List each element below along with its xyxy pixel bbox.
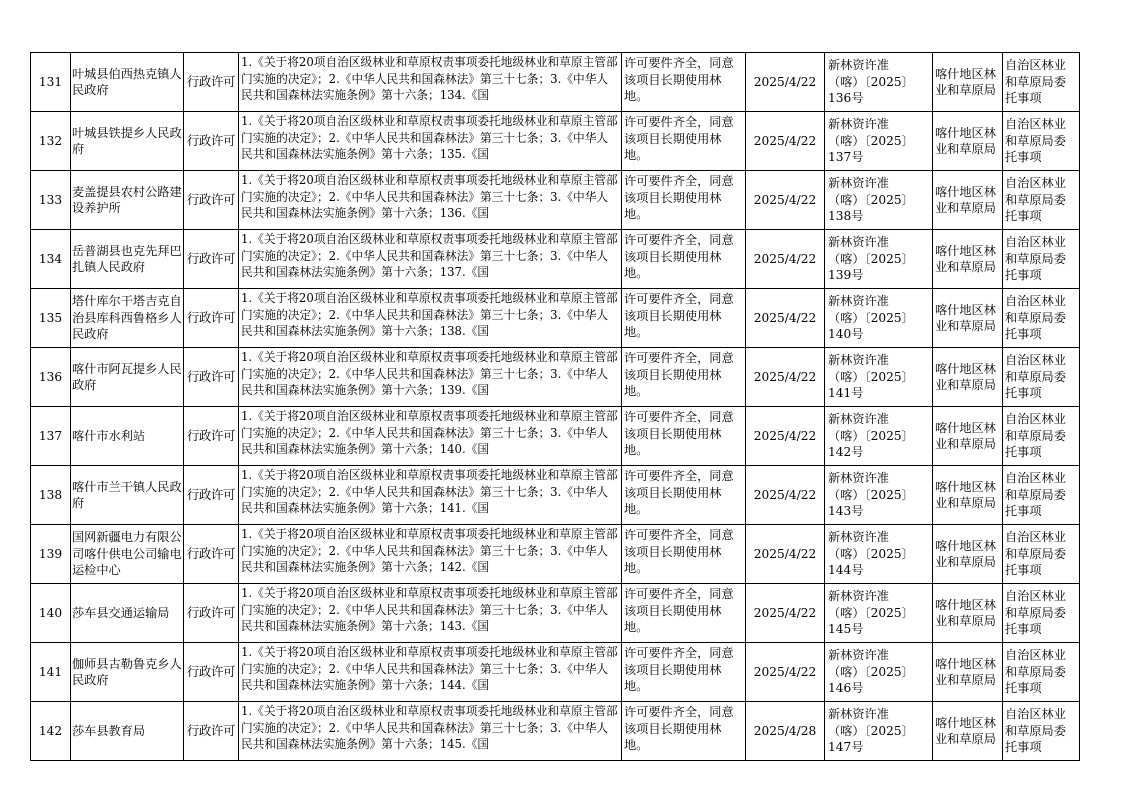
issuing-authority-cell	[933, 407, 1003, 466]
issuing-authority-cell	[933, 584, 1003, 643]
source-cell	[1003, 407, 1080, 466]
document-number-line-1: 新林资许准	[828, 235, 889, 250]
decision-date: 2025/4/22	[753, 369, 817, 384]
source-cell	[1003, 112, 1080, 171]
legal-basis-cell	[239, 466, 622, 525]
table-row	[31, 53, 1080, 112]
decision-cell	[622, 112, 746, 171]
legal-basis-cell	[239, 702, 622, 761]
permit-type: 行政许可	[186, 545, 236, 561]
issuing-authority: 喀什地区林业和草原局	[935, 125, 996, 156]
issuing-authority-cell	[933, 171, 1003, 230]
decision-cell	[622, 171, 746, 230]
decision-cell	[622, 466, 746, 525]
decision-cell	[622, 643, 746, 702]
issuing-authority-cell	[933, 112, 1003, 171]
permit-type: 行政许可	[186, 486, 236, 502]
issuing-authority: 喀什地区林业和草原局	[935, 184, 996, 215]
row-number-cell	[31, 230, 71, 289]
decision-date-cell	[746, 407, 825, 466]
source-text: 自治区林业和草原局委托事项	[1005, 648, 1066, 696]
legal-basis-text: 1.《关于将20项自治区级林业和草原权责事项委托地级林业和草原主管部门实施的决定》；2.《中华人民共和国森林法》第三十七条；3.《中华人民共和国森林法实施条例》第十六条；134.《国	[241, 55, 618, 102]
issuing-authority: 喀什地区林业和草原局	[935, 597, 996, 628]
source-text: 自治区林业和草原局委托事项	[1005, 471, 1066, 519]
legal-basis-cell	[239, 584, 622, 643]
decision-date: 2025/4/28	[753, 723, 817, 738]
row-number-cell	[31, 702, 71, 761]
row-number-cell	[31, 407, 71, 466]
source-cell	[1003, 230, 1080, 289]
row-number-cell	[31, 53, 71, 112]
legal-basis-text: 1.《关于将20项自治区级林业和草原权责事项委托地级林业和草原主管部门实施的决定》；2.《中华人民共和国森林法》第三十七条；3.《中华人民共和国森林法实施条例》第十六条；137.《国	[241, 232, 618, 279]
decision-text: 许可要件齐全，同意该项目长期使用林地。	[624, 646, 734, 693]
table-row	[31, 171, 1080, 230]
legal-basis-cell	[239, 407, 622, 466]
row-number-cell	[31, 289, 71, 348]
decision-text: 许可要件齐全，同意该项目长期使用林地。	[624, 292, 734, 339]
document-number-cell	[825, 112, 933, 171]
applicant-name: 塔什库尔干塔吉克自治县库科西鲁格乡人民政府	[72, 294, 182, 342]
decision-date-cell	[746, 171, 825, 230]
decision-text: 许可要件齐全，同意该项目长期使用林地。	[624, 587, 734, 634]
issuing-authority-cell	[933, 289, 1003, 348]
document-number-cell	[825, 348, 933, 407]
decision-date-cell	[746, 643, 825, 702]
row-number: 137	[38, 428, 63, 443]
permit-type-cell	[184, 407, 239, 466]
issuing-authority: 喀什地区林业和草原局	[935, 656, 996, 687]
legal-basis-text: 1.《关于将20项自治区级林业和草原权责事项委托地级林业和草原主管部门实施的决定》；2.《中华人民共和国森林法》第三十七条；3.《中华人民共和国森林法实施条例》第十六条；138.《国	[241, 291, 618, 338]
source-cell	[1003, 348, 1080, 407]
permit-type-cell	[184, 702, 239, 761]
row-number: 139	[38, 546, 63, 561]
decision-date: 2025/4/22	[753, 192, 817, 207]
source-text: 自治区林业和草原局委托事项	[1005, 412, 1066, 460]
issuing-authority: 喀什地区林业和草原局	[935, 715, 996, 746]
legal-basis-text: 1.《关于将20项自治区级林业和草原权责事项委托地级林业和草原主管部门实施的决定》；2.《中华人民共和国森林法》第三十七条；3.《中华人民共和国森林法实施条例》第十六条；139.《国	[241, 350, 618, 397]
source-cell	[1003, 466, 1080, 525]
applicant-name: 麦盖提县农村公路建设养护所	[72, 184, 182, 215]
applicant-name: 喀什市阿瓦提乡人民政府	[72, 361, 182, 392]
decision-date: 2025/4/22	[753, 487, 817, 502]
applicant-cell	[71, 289, 184, 348]
table-body	[31, 53, 1080, 761]
source-text: 自治区林业和草原局委托事项	[1005, 707, 1066, 755]
document-number-line-2: （喀）〔2025〕	[828, 723, 914, 738]
legal-basis-text: 1.《关于将20项自治区级林业和草原权责事项委托地级林业和草原主管部门实施的决定》；2.《中华人民共和国森林法》第三十七条；3.《中华人民共和国森林法实施条例》第十六条；142.《国	[241, 527, 618, 574]
decision-date: 2025/4/22	[753, 74, 817, 89]
issuing-authority: 喀什地区林业和草原局	[935, 361, 996, 392]
row-number-cell	[31, 466, 71, 525]
applicant-cell	[71, 525, 184, 584]
decision-text: 许可要件齐全，同意该项目长期使用林地。	[624, 233, 734, 280]
issuing-authority-cell	[933, 348, 1003, 407]
applicant-cell	[71, 584, 184, 643]
legal-basis-cell	[239, 53, 622, 112]
permit-type: 行政许可	[186, 368, 236, 384]
legal-basis-cell	[239, 112, 622, 171]
applicant-name: 喀什市兰干镇人民政府	[72, 479, 182, 510]
issuing-authority: 喀什地区林业和草原局	[935, 479, 996, 510]
permit-type: 行政许可	[186, 309, 236, 325]
document-number-line-3: 136号	[828, 91, 864, 106]
permit-type: 行政许可	[186, 191, 236, 207]
row-number: 133	[38, 192, 63, 207]
applicant-name: 叶城县伯西热克镇人民政府	[72, 66, 182, 97]
applicant-cell	[71, 702, 184, 761]
document-number-line-1: 新林资许准	[828, 648, 889, 663]
decision-cell	[622, 702, 746, 761]
source-cell	[1003, 171, 1080, 230]
source-text: 自治区林业和草原局委托事项	[1005, 58, 1066, 106]
applicant-name: 岳普湖县也克先拜巴扎镇人民政府	[72, 243, 182, 274]
table-row	[31, 584, 1080, 643]
applicant-cell	[71, 230, 184, 289]
permit-type-cell	[184, 348, 239, 407]
decision-date-cell	[746, 348, 825, 407]
document-number-cell	[825, 466, 933, 525]
permit-type-cell	[184, 112, 239, 171]
source-text: 自治区林业和草原局委托事项	[1005, 235, 1066, 283]
issuing-authority: 喀什地区林业和草原局	[935, 66, 996, 97]
row-number-cell	[31, 584, 71, 643]
document-number-line-2: （喀）〔2025〕	[828, 74, 914, 89]
source-text: 自治区林业和草原局委托事项	[1005, 294, 1066, 342]
document-number-cell	[825, 53, 933, 112]
permit-type-cell	[184, 525, 239, 584]
source-cell	[1003, 584, 1080, 643]
applicant-cell	[71, 348, 184, 407]
applicant-name: 莎车县交通运输局	[72, 605, 170, 620]
applicant-cell	[71, 171, 184, 230]
document-number-line-2: （喀）〔2025〕	[828, 605, 914, 620]
permit-type-cell	[184, 230, 239, 289]
document-number-line-1: 新林资许准	[828, 471, 889, 486]
decision-cell	[622, 230, 746, 289]
legal-basis-cell	[239, 230, 622, 289]
document-number-line-2: （喀）〔2025〕	[828, 310, 914, 325]
document-number-line-1: 新林资许准	[828, 58, 889, 73]
table-row	[31, 348, 1080, 407]
document-number-cell	[825, 407, 933, 466]
decision-text: 许可要件齐全，同意该项目长期使用林地。	[624, 528, 734, 575]
decision-date: 2025/4/22	[753, 546, 817, 561]
row-number: 134	[38, 251, 63, 266]
row-number-cell	[31, 525, 71, 584]
legal-basis-cell	[239, 171, 622, 230]
row-number: 142	[38, 723, 63, 738]
source-cell	[1003, 702, 1080, 761]
permit-type: 行政许可	[186, 132, 236, 148]
issuing-authority-cell	[933, 466, 1003, 525]
legal-basis-cell	[239, 289, 622, 348]
decision-text: 许可要件齐全，同意该项目长期使用林地。	[624, 174, 734, 221]
document-number-line-2: （喀）〔2025〕	[828, 369, 914, 384]
document-number-line-1: 新林资许准	[828, 117, 889, 132]
row-number-cell	[31, 112, 71, 171]
table-row	[31, 230, 1080, 289]
permit-type: 行政许可	[186, 427, 236, 443]
source-cell	[1003, 53, 1080, 112]
decision-date: 2025/4/22	[753, 428, 817, 443]
legal-basis-text: 1.《关于将20项自治区级林业和草原权责事项委托地级林业和草原主管部门实施的决定》；2.《中华人民共和国森林法》第三十七条；3.《中华人民共和国森林法实施条例》第十六条；140.《国	[241, 409, 618, 456]
document-number-cell	[825, 171, 933, 230]
permit-type: 行政许可	[186, 663, 236, 679]
decision-text: 许可要件齐全，同意该项目长期使用林地。	[624, 469, 734, 516]
source-text: 自治区林业和草原局委托事项	[1005, 117, 1066, 165]
document-number-line-1: 新林资许准	[828, 353, 889, 368]
permit-type-cell	[184, 643, 239, 702]
document-number-line-2: （喀）〔2025〕	[828, 133, 914, 148]
decision-text: 许可要件齐全，同意该项目长期使用林地。	[624, 115, 734, 162]
row-number-cell	[31, 171, 71, 230]
legal-basis-cell	[239, 348, 622, 407]
decision-cell	[622, 289, 746, 348]
document-number-cell	[825, 230, 933, 289]
applicant-cell	[71, 407, 184, 466]
decision-cell	[622, 348, 746, 407]
decision-date: 2025/4/22	[753, 133, 817, 148]
document-number-line-3: 138号	[828, 209, 864, 224]
source-cell	[1003, 525, 1080, 584]
decision-date-cell	[746, 584, 825, 643]
issuing-authority: 喀什地区林业和草原局	[935, 243, 996, 274]
row-number: 141	[38, 664, 63, 679]
document-number-line-2: （喀）〔2025〕	[828, 428, 914, 443]
table-row	[31, 112, 1080, 171]
permit-type-cell	[184, 289, 239, 348]
decision-date-cell	[746, 702, 825, 761]
document-number-line-3: 146号	[828, 681, 864, 696]
applicant-cell	[71, 53, 184, 112]
document-number-line-1: 新林资许准	[828, 294, 889, 309]
document-number-cell	[825, 289, 933, 348]
decision-date-cell	[746, 230, 825, 289]
document-number-cell	[825, 643, 933, 702]
legal-basis-text: 1.《关于将20项自治区级林业和草原权责事项委托地级林业和草原主管部门实施的决定》；2.《中华人民共和国森林法》第三十七条；3.《中华人民共和国森林法实施条例》第十六条；141.《国	[241, 468, 618, 515]
document-number-line-3: 147号	[828, 740, 864, 755]
document-number-line-2: （喀）〔2025〕	[828, 251, 914, 266]
permit-type-cell	[184, 171, 239, 230]
legal-basis-text: 1.《关于将20项自治区级林业和草原权责事项委托地级林业和草原主管部门实施的决定》；2.《中华人民共和国森林法》第三十七条；3.《中华人民共和国森林法实施条例》第十六条；145.《国	[241, 704, 618, 751]
document-number-line-1: 新林资许准	[828, 530, 889, 545]
document-number-line-2: （喀）〔2025〕	[828, 664, 914, 679]
permit-type: 行政许可	[186, 73, 236, 89]
issuing-authority-cell	[933, 230, 1003, 289]
document-number-line-2: （喀）〔2025〕	[828, 546, 914, 561]
table-row	[31, 702, 1080, 761]
permit-type-cell	[184, 466, 239, 525]
document-number-line-1: 新林资许准	[828, 707, 889, 722]
permit-type: 行政许可	[186, 250, 236, 266]
decision-cell	[622, 53, 746, 112]
row-number: 131	[38, 74, 63, 89]
document-number-line-2: （喀）〔2025〕	[828, 487, 914, 502]
legal-basis-text: 1.《关于将20项自治区级林业和草原权责事项委托地级林业和草原主管部门实施的决定》；2.《中华人民共和国森林法》第三十七条；3.《中华人民共和国森林法实施条例》第十六条；143.《国	[241, 586, 618, 633]
decision-date: 2025/4/22	[753, 251, 817, 266]
source-text: 自治区林业和草原局委托事项	[1005, 353, 1066, 401]
row-number: 132	[38, 133, 63, 148]
decision-date-cell	[746, 525, 825, 584]
document-number-line-1: 新林资许准	[828, 176, 889, 191]
decision-date-cell	[746, 289, 825, 348]
source-cell	[1003, 289, 1080, 348]
applicant-name: 伽师县古勒鲁克乡人民政府	[72, 656, 182, 687]
source-cell	[1003, 643, 1080, 702]
applicant-name: 叶城县铁提乡人民政府	[72, 125, 182, 156]
legal-basis-cell	[239, 525, 622, 584]
decision-text: 许可要件齐全，同意该项目长期使用林地。	[624, 351, 734, 398]
decision-date: 2025/4/22	[753, 605, 817, 620]
decision-date-cell	[746, 112, 825, 171]
document-number-line-2: （喀）〔2025〕	[828, 192, 914, 207]
document-number-cell	[825, 584, 933, 643]
row-number: 135	[38, 310, 63, 325]
applicant-name: 喀什市水利站	[72, 428, 146, 443]
table-row	[31, 407, 1080, 466]
applicant-cell	[71, 112, 184, 171]
legal-basis-text: 1.《关于将20项自治区级林业和草原权责事项委托地级林业和草原主管部门实施的决定》；2.《中华人民共和国森林法》第三十七条；3.《中华人民共和国森林法实施条例》第十六条；135.《国	[241, 114, 618, 161]
decision-text: 许可要件齐全，同意该项目长期使用林地。	[624, 410, 734, 457]
table-row	[31, 289, 1080, 348]
permit-type-cell	[184, 53, 239, 112]
legal-basis-text: 1.《关于将20项自治区级林业和草原权责事项委托地级林业和草原主管部门实施的决定》；2.《中华人民共和国森林法》第三十七条；3.《中华人民共和国森林法实施条例》第十六条；144.《国	[241, 645, 618, 692]
row-number: 140	[38, 605, 63, 620]
table-row	[31, 525, 1080, 584]
document-number-line-3: 141号	[828, 386, 864, 401]
document-number-line-3: 140号	[828, 327, 864, 342]
decision-cell	[622, 584, 746, 643]
document-number-cell	[825, 702, 933, 761]
decision-cell	[622, 525, 746, 584]
applicant-name: 国网新疆电力有限公司喀什供电公司输电运检中心	[72, 530, 182, 578]
applicant-name: 莎车县教育局	[72, 723, 146, 738]
legal-basis-text: 1.《关于将20项自治区级林业和草原权责事项委托地级林业和草原主管部门实施的决定》；2.《中华人民共和国森林法》第三十七条；3.《中华人民共和国森林法实施条例》第十六条；136.《国	[241, 173, 618, 220]
decision-date: 2025/4/22	[753, 310, 817, 325]
document-number-line-3: 143号	[828, 504, 864, 519]
issuing-authority: 喀什地区林业和草原局	[935, 302, 996, 333]
applicant-cell	[71, 643, 184, 702]
issuing-authority-cell	[933, 702, 1003, 761]
decision-text: 许可要件齐全，同意该项目长期使用林地。	[624, 705, 734, 752]
decision-date-cell	[746, 53, 825, 112]
issuing-authority-cell	[933, 643, 1003, 702]
row-number-cell	[31, 643, 71, 702]
decision-date: 2025/4/22	[753, 664, 817, 679]
permit-type: 行政许可	[186, 722, 236, 738]
document-number-line-3: 144号	[828, 563, 864, 578]
issuing-authority-cell	[933, 525, 1003, 584]
document-number-line-1: 新林资许准	[828, 589, 889, 604]
issuing-authority: 喀什地区林业和草原局	[935, 538, 996, 569]
applicant-cell	[71, 466, 184, 525]
decision-cell	[622, 407, 746, 466]
row-number-cell	[31, 348, 71, 407]
permit-type-cell	[184, 584, 239, 643]
document-number-line-3: 142号	[828, 445, 864, 460]
table-row	[31, 643, 1080, 702]
row-number: 138	[38, 487, 63, 502]
document-number-line-1: 新林资许准	[828, 412, 889, 427]
document-number-line-3: 139号	[828, 268, 864, 283]
decision-text: 许可要件齐全，同意该项目长期使用林地。	[624, 56, 734, 103]
legal-basis-cell	[239, 643, 622, 702]
permit-table	[30, 52, 1080, 761]
issuing-authority: 喀什地区林业和草原局	[935, 420, 996, 451]
document-number-cell	[825, 525, 933, 584]
issuing-authority-cell	[933, 53, 1003, 112]
permit-type: 行政许可	[186, 604, 236, 620]
document-number-line-3: 145号	[828, 622, 864, 637]
source-text: 自治区林业和草原局委托事项	[1005, 589, 1066, 637]
source-text: 自治区林业和草原局委托事项	[1005, 530, 1066, 578]
decision-date-cell	[746, 466, 825, 525]
row-number: 136	[38, 369, 63, 384]
source-text: 自治区林业和草原局委托事项	[1005, 176, 1066, 224]
document-number-line-3: 137号	[828, 150, 864, 165]
table-row	[31, 466, 1080, 525]
